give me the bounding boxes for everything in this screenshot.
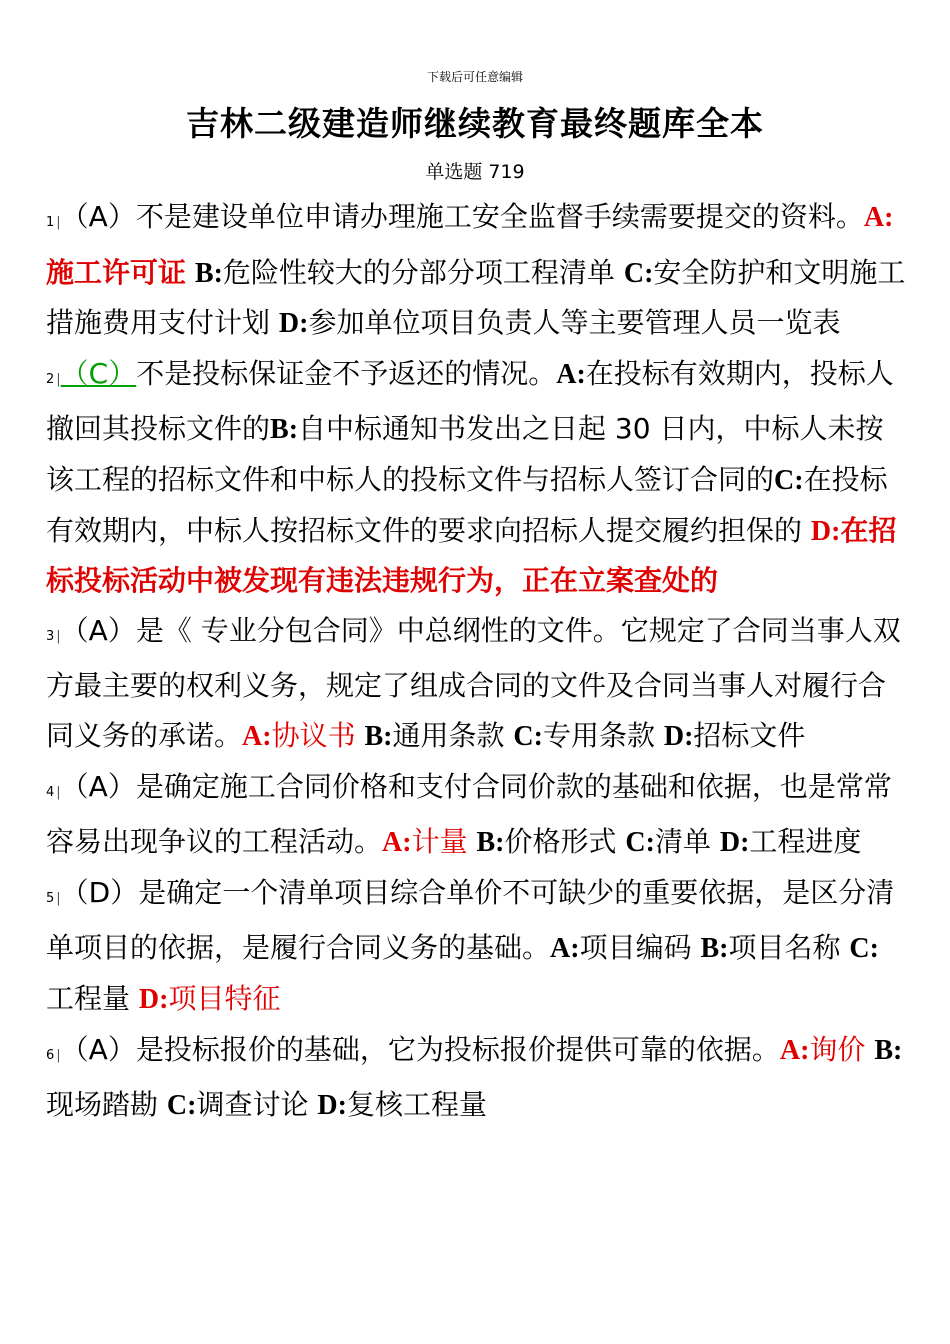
option-text: 工程进度	[749, 825, 862, 859]
option-letter: B:	[270, 414, 299, 446]
question-answer: （A）	[60, 769, 136, 803]
option-text: 在投标有效期内，投标人撤回其投标文件的	[46, 356, 894, 446]
question-item	[46, 868, 906, 1025]
option-b	[700, 931, 840, 964]
question-stem: 不是投标保证金不予返还的情况。	[136, 356, 557, 390]
option-a	[242, 719, 356, 752]
option-letter: C:	[849, 933, 879, 965]
option-letter: D:	[278, 308, 309, 340]
option-a	[382, 825, 468, 858]
question-answer: （C）	[60, 356, 137, 390]
option-text: 参加单位项目负责人等主要管理人员一览表	[308, 306, 841, 340]
option-text: 项目名称	[728, 931, 841, 965]
option-text: 安全防护和文明施工措施费用支付计划	[46, 255, 906, 340]
option-b	[195, 256, 615, 289]
option-text: 在招标投标活动中被发现有违法违规行为，正在立案查处的	[46, 513, 897, 598]
question-item	[46, 192, 906, 349]
question-list	[46, 192, 906, 1131]
option-text: 在投标有效期内，中标人按招标文件的要求向招标人提交履约担保的	[46, 462, 888, 547]
option-letter: D:	[810, 515, 841, 547]
question-answer: （A）	[60, 200, 136, 233]
option-letter: C:	[625, 827, 655, 859]
option-letter: B:	[874, 1034, 903, 1066]
option-text: 现场踏勘	[46, 1088, 159, 1122]
option-d	[317, 1088, 487, 1121]
option-text: 专用条款	[542, 718, 655, 752]
option-text: 调查讨论	[196, 1088, 309, 1122]
option-letter: A:	[242, 720, 272, 752]
option-letter: B:	[476, 827, 505, 859]
option-letter: C:	[774, 464, 804, 496]
option-text: 协议书	[271, 718, 356, 752]
option-b	[476, 825, 616, 858]
option-text: 危险性较大的分部分项工程清单	[222, 255, 615, 289]
option-d	[720, 825, 862, 858]
option-text: 招标文件	[693, 718, 806, 752]
option-text: 工程量	[46, 981, 131, 1015]
option-letter: D:	[317, 1090, 347, 1122]
page-title: 吉林二级建造师继续教育最终题库全本	[186, 104, 764, 143]
option-a	[550, 931, 692, 964]
option-text: 询价	[809, 1032, 866, 1066]
question-number: 2	[46, 371, 55, 387]
question-answer: （A）	[60, 613, 136, 647]
option-letter: A:	[550, 933, 580, 965]
option-letter: D:	[138, 983, 169, 1015]
question-item	[46, 349, 906, 606]
option-d	[139, 982, 281, 1015]
question-number: 3	[46, 628, 55, 644]
option-text: 自中标通知书发出之日起 30 日内，中标人未按该工程的招标文件和中标人的投标文件与招标人签订合同的	[46, 412, 884, 496]
question-stem: 是确定施工合同价格和支付合同价款的基础和依据，也是常常容易出现争议的工程活动。	[46, 769, 892, 859]
option-c	[625, 825, 711, 858]
option-c	[167, 1088, 309, 1121]
question-number: 5	[46, 890, 55, 906]
option-letter: D:	[719, 827, 750, 859]
question-number: 4	[46, 784, 55, 800]
option-letter: B:	[700, 933, 729, 965]
option-text: 施工许可证	[46, 255, 187, 289]
option-b	[364, 719, 504, 752]
question-stem: 不是建设单位申请办理施工安全监督手续需要提交的资料。	[135, 200, 864, 233]
question-stem: 是确定一个清单项目综合单价不可缺少的重要依据，是区分清单项目的依据，是履行合同义务的基础。	[46, 875, 895, 965]
question-number-bar: |	[56, 890, 61, 906]
option-text: 项目特征	[168, 981, 281, 1015]
question-number: 6	[46, 1047, 55, 1063]
question-number: 1	[46, 215, 55, 230]
option-letter: B:	[194, 257, 223, 289]
option-d	[279, 306, 841, 339]
question-item	[46, 1025, 906, 1131]
question-number-bar: |	[56, 215, 61, 230]
question-number-bar: |	[56, 784, 61, 800]
option-text: 复核工程量	[346, 1088, 487, 1122]
option-letter: A:	[863, 202, 894, 233]
question-answer: （D）	[60, 875, 139, 909]
option-text: 价格形式	[504, 825, 617, 859]
question-item	[46, 606, 906, 762]
section-subtitle: 单选题 719	[425, 161, 525, 183]
option-letter: C:	[513, 720, 543, 752]
question-number-bar: |	[56, 1047, 61, 1063]
option-a	[780, 1033, 866, 1066]
option-c	[513, 719, 655, 752]
option-text: 计量	[411, 825, 468, 859]
question-number-bar: |	[56, 371, 61, 387]
option-letter: C:	[623, 257, 654, 289]
header-note: 下载后可任意编辑	[426, 70, 523, 84]
option-letter: A:	[556, 358, 586, 390]
option-text: 通用条款	[392, 718, 505, 752]
option-letter: A:	[779, 1034, 810, 1066]
option-letter: C:	[166, 1090, 197, 1122]
question-stem: 是投标报价的基础，它为投标报价提供可靠的依据。	[135, 1032, 780, 1066]
question-stem: 是《 专业分包合同》中总纲性的文件。它规定了合同当事人双方最主要的权利义务，规定了组成合同的文件及合同当事人对履行合同义务的承诺。	[46, 613, 901, 752]
question-item	[46, 762, 906, 868]
option-text: 项目编码	[579, 931, 692, 965]
option-letter: B:	[364, 720, 393, 752]
question-answer: （A）	[60, 1032, 136, 1066]
option-letter: D:	[663, 720, 694, 752]
option-text: 清单	[654, 825, 711, 859]
question-number-bar: |	[56, 628, 61, 644]
option-d	[664, 719, 806, 752]
option-letter: A:	[382, 827, 412, 859]
